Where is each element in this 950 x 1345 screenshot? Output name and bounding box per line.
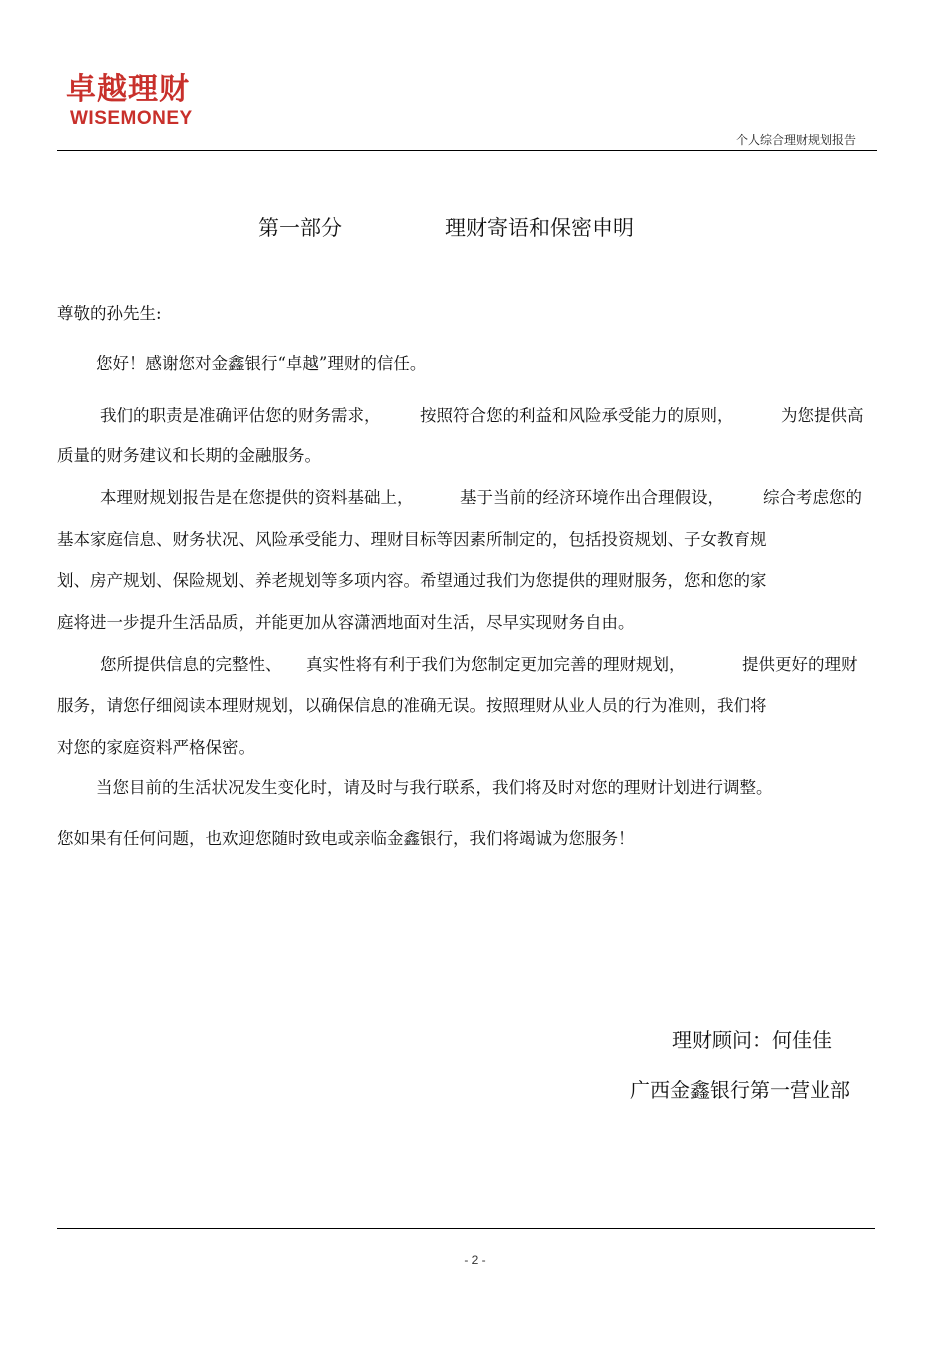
paragraph-line: 提供更好的理财 — [742, 655, 858, 674]
section-title: 理财寄语和保密申明 — [445, 216, 634, 240]
salutation: 尊敬的孙先生: — [57, 304, 162, 323]
report-title: 个人综合理财规划报告 — [735, 133, 856, 147]
branch-signature: 广西金鑫银行第一营业部 — [630, 1078, 850, 1102]
paragraph-line: 基本家庭信息、财务状况、风险承受能力、理财目标等因素所制定的，包括投资规划、子女教育规 — [57, 530, 767, 549]
paragraph-line: 综合考虑您的 — [763, 488, 862, 507]
paragraph-line: 庭将进一步提升生活品质，并能更加从容潇洒地面对生活，尽早实现财务自由。 — [57, 613, 635, 632]
header-divider — [57, 150, 877, 151]
paragraph-line: 质量的财务建议和长期的金融服务。 — [57, 446, 321, 465]
paragraph-line: 划、房产规划、保险规划、养老规划等多项内容。希望通过我们为您提供的理财服务，您和您的家 — [57, 571, 767, 590]
paragraph-line: 您如果有任何问题，也欢迎您随时致电或亲临金鑫银行，我们将竭诚为您服务！ — [57, 829, 635, 848]
page-number: - 2 - — [464, 1253, 486, 1267]
wisemoney-logo — [66, 74, 256, 130]
paragraph-line: 按照符合您的利益和风险承受能力的原则， — [420, 406, 734, 425]
paragraph-line: 服务，请您仔细阅读本理财规划，以确保信息的准确无误。按照理财从业人员的行为准则，我们将 — [57, 696, 767, 715]
section-part-label: 第一部分 — [258, 216, 342, 240]
footer-divider — [57, 1228, 875, 1229]
logo-chinese-text: 卓越理财 — [66, 72, 190, 107]
paragraph-line: 本理财规划报告是在您提供的资料基础上， — [100, 488, 414, 507]
advisor-signature: 理财顾问：何佳佳 — [672, 1028, 832, 1052]
paragraph-line: 当您目前的生活状况发生变化时，请及时与我行联系，我们将及时对您的理财计划进行调整。 — [96, 778, 773, 797]
paragraph-line: 您所提供信息的完整性、 — [100, 655, 282, 674]
paragraph-line: 您好！感谢您对金鑫银行“卓越”理财的信任。 — [96, 354, 427, 373]
paragraph-line: 真实性将有利于我们为您制定更加完善的理财规划， — [306, 655, 686, 674]
paragraph-line: 对您的家庭资料严格保密。 — [57, 738, 255, 757]
paragraph-line: 我们的职责是准确评估您的财务需求， — [100, 406, 381, 425]
logo-english-text: WISEMONEY — [70, 108, 193, 129]
paragraph-line: 为您提供高 — [781, 406, 864, 425]
paragraph-line: 基于当前的经济环境作出合理假设， — [460, 488, 724, 507]
